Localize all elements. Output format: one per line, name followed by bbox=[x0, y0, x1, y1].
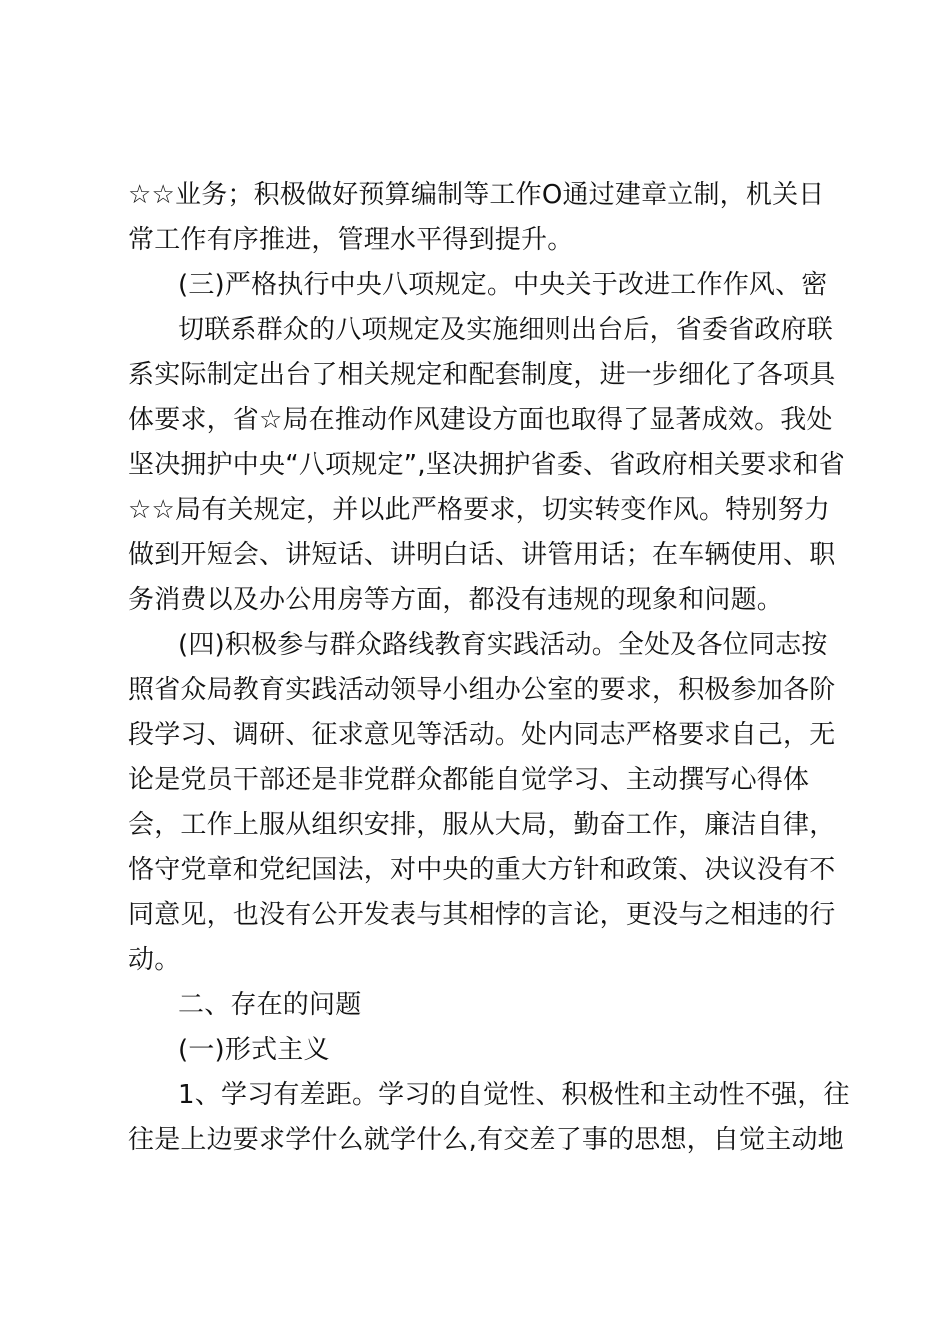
text-line-8: ☆☆局有关规定，并以此严格要求，切实转变作风。特别努力 bbox=[128, 495, 831, 525]
text-line-13: 段学习、调研、征求意见等活动。处内同志严格要求自己，无 bbox=[128, 720, 836, 750]
text-line-21: 1、学习有差距。学习的自觉性、积极性和主动性不强，往 bbox=[178, 1080, 850, 1110]
text-line-7: 坚决拥护中央“八项规定”,坚决拥护省委、省政府相关要求和省 bbox=[128, 450, 846, 480]
text-line-16: 恪守党章和党纪国法，对中央的重大方针和政策、决议没有不 bbox=[128, 855, 836, 885]
text-line-1: ☆☆业务；积极做好预算编制等工作Ο通过建章立制，机关日 bbox=[128, 180, 825, 210]
text-line-17: 同意见，也没有公开发表与其相悖的言论，更没与之相违的行 bbox=[128, 900, 836, 930]
text-line-22: 往是上边要求学什么就学什么,有交差了事的思想，自觉主动地 bbox=[128, 1125, 844, 1155]
paragraph-heading-3: (三)严格执行中央八项规定。中央关于改进工作作风、密 bbox=[178, 270, 828, 300]
text-line-5: 系实际制定出台了相关规定和配套制度，进一步细化了各项具 bbox=[128, 360, 836, 390]
paragraph-heading-4: (四)积极参与群众路线教育实践活动。全处及各位同志按 bbox=[178, 630, 828, 660]
text-line-10: 务消费以及办公用房等方面，都没有违规的现象和问题。 bbox=[128, 585, 784, 615]
text-line-18: 动。 bbox=[128, 945, 181, 975]
text-line-6: 体要求，省☆局在推动作风建设方面也取得了显著成效。我处 bbox=[128, 405, 833, 435]
text-line-2: 常工作有序推进，管理水平得到提升。 bbox=[128, 225, 574, 255]
section-heading-2: 二、存在的问题 bbox=[178, 990, 362, 1020]
text-line-9: 做到开短会、讲短话、讲明白话、讲管用话；在车辆使用、职 bbox=[128, 540, 836, 570]
text-line-12: 照省众局教育实践活动领导小组办公室的要求，积极参加各阶 bbox=[128, 675, 836, 705]
text-line-4: 切联系群众的八项规定及实施细则出台后，省委省政府联 bbox=[178, 315, 834, 345]
text-line-14: 论是党员干部还是非党群众都能自觉学习、主动撰写心得体 bbox=[128, 765, 810, 795]
subsection-heading-1: (一)形式主义 bbox=[178, 1035, 330, 1065]
text-line-15: 会，工作上服从组织安排，服从大局，勤奋工作，廉洁自律， bbox=[128, 810, 836, 840]
